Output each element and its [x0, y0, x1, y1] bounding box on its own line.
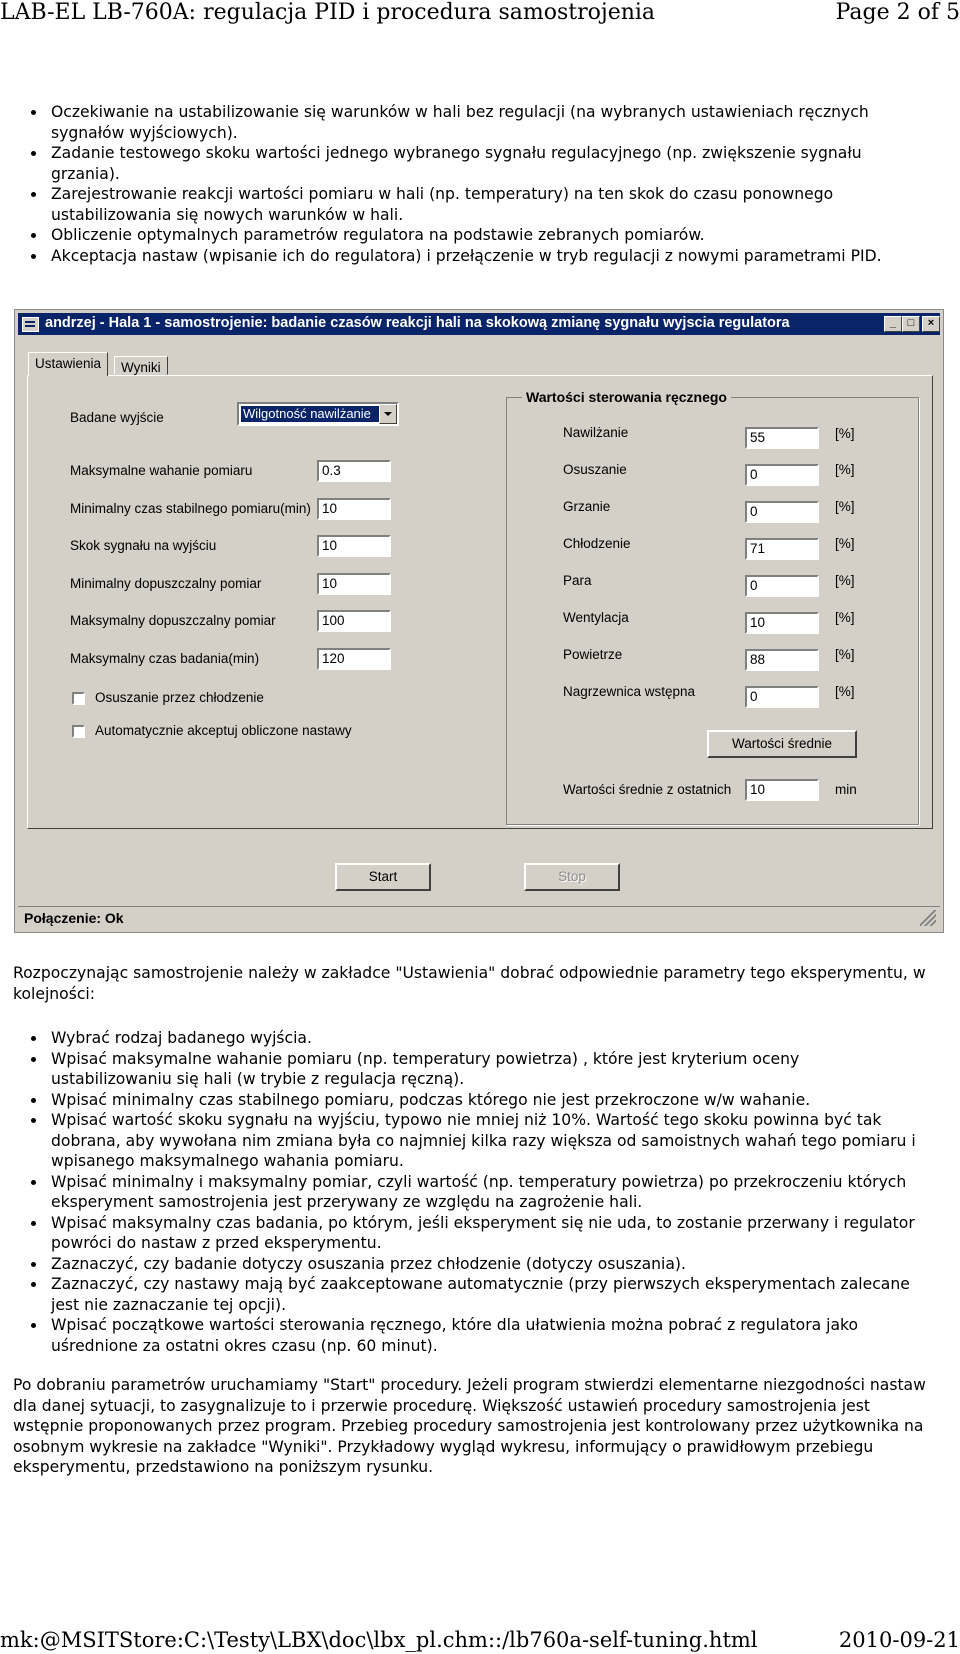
connection-status: Połączenie: Ok: [24, 910, 124, 926]
list-item: Zarejestrowanie reakcji wartości pomiaru w hali (np. temperatury) na ten skok do czasu ponownego ustabilizowania się nowych warunków w hali.: [0, 184, 921, 225]
tab-ustawienia[interactable]: Ustawienia: [28, 352, 108, 376]
min-czas-input[interactable]: 10: [317, 498, 391, 520]
minutes-unit: min: [835, 782, 857, 797]
unit-label: [%]: [835, 462, 855, 477]
unit-label: [%]: [835, 647, 855, 662]
chevron-down-icon[interactable]: [379, 404, 397, 424]
close-button[interactable]: ×: [922, 316, 940, 332]
field-label: Maksymalne wahanie pomiaru: [70, 463, 253, 478]
list-item: Wybrać rodzaj badanego wyjścia.: [0, 1028, 921, 1049]
window-titlebar[interactable]: [18, 313, 940, 335]
list-item: Wpisać maksymalne wahanie pomiaru (np. temperatury powietrza) , które jest kryterium oceny ustabilizowaniu się hali (w trybie z regulacja ręczną).: [0, 1049, 921, 1090]
grzanie-input[interactable]: 0: [745, 501, 819, 523]
list-item: Wpisać wartość skoku sygnału na wyjściu, typowo nie mniej niż 10%. Wartość tego skoku powinna być tak dobrana, aby wywołana nim zmiana była co najmniej kilka razy większa od samoistnych wahań tego pomiaru i wpisanego maksymalnego wahania pomiaru.: [0, 1110, 921, 1172]
checkbox-label: Osuszanie przez chłodzenie: [95, 690, 264, 705]
page-number: Page 2 of 5: [835, 0, 960, 25]
maximize-button[interactable]: □: [902, 316, 920, 332]
list-item: Wpisać minimalny czas stabilnego pomiaru, podczas którego nie jest przekroczone w/w wahanie.: [0, 1090, 921, 1111]
powietrze-input[interactable]: 88: [745, 649, 819, 671]
manual-label: Powietrze: [563, 647, 623, 662]
nagrzewnica-input[interactable]: 0: [745, 686, 819, 708]
list-item: Akceptacja nastaw (wpisanie ich do regulatora) i przełączenie w tryb regulacji z nowymi parametrami PID.: [0, 246, 921, 267]
badane-value: Wilgotność nawilżanie: [241, 406, 379, 422]
field-label: Maksymalny dopuszczalny pomiar: [70, 613, 276, 628]
paragraph-settings: Rozpoczynając samostrojenie należy w zakładce "Ustawienia" dobrać odpowiednie parametry tego eksperymentu, w kolejności:: [13, 964, 926, 1003]
field-label: Minimalny dopuszczalny pomiar: [70, 576, 262, 591]
unit-label: [%]: [835, 573, 855, 588]
field-label: Skok sygnału na wyjściu: [70, 538, 217, 553]
field-label: Maksymalny czas badania(min): [70, 651, 260, 666]
page-header-title: LAB-EL LB-760A: regulacja PID i procedura samostrojenia: [0, 0, 656, 25]
list-item: Wpisać maksymalny czas badania, po którym, jeśli eksperyment się nie uda, to zostanie przerwany i regulator powróci do nastaw z przed eksperymentu.: [0, 1213, 921, 1254]
osuszanie-input[interactable]: 0: [745, 464, 819, 486]
intro-list: [0, 102, 921, 266]
list-item: Zaznaczyć, czy badanie dotyczy osuszania przez chłodzenie (dotyczy osuszania).: [0, 1254, 921, 1275]
min-pomiar-input[interactable]: 10: [317, 573, 391, 595]
max-czas-input[interactable]: 120: [317, 648, 391, 670]
start-button[interactable]: Start: [335, 863, 431, 891]
auto-accept-checkbox[interactable]: [72, 725, 85, 738]
footer-date: 2010-09-21: [838, 1628, 960, 1652]
minimize-button[interactable]: _: [884, 316, 902, 332]
resize-grip-icon[interactable]: [920, 910, 936, 926]
list-item: Oczekiwanie na ustabilizowanie się warunków w hali bez regulacji (na wybranych ustawieniach ręcznych sygnałów wyjściowych).: [0, 102, 921, 143]
status-bar: [18, 906, 940, 929]
window-title: andrzej - Hala 1 - samostrojenie: badanie czasów reakcji hali na skokową zmianę sygnału wyjscia regulatora: [45, 315, 790, 331]
footer-path: mk:@MSITStore:C:\Testy\LBX\doc\lbx_pl.chm::/lb760a-self-tuning.html: [0, 1628, 758, 1652]
wentylacja-input[interactable]: 10: [745, 612, 819, 634]
manual-label: Grzanie: [563, 499, 611, 514]
max-pomiar-input[interactable]: 100: [317, 610, 391, 632]
skok-input[interactable]: 10: [317, 535, 391, 557]
page-header: [0, 0, 960, 28]
badane-select[interactable]: [237, 402, 399, 426]
manual-label: Para: [563, 573, 592, 588]
manual-label: Wentylacja: [563, 610, 629, 625]
list-item: Wpisać minimalny i maksymalny pomiar, czyli wartość (np. temperatury powietrza) po przekroczeniu których eksperyment samostrojenia jest przerywany ze względu na zagrożenie hali.: [0, 1172, 921, 1213]
stop-button[interactable]: Stop: [524, 863, 620, 891]
unit-label: [%]: [835, 536, 855, 551]
manual-label: Chłodzenie: [563, 536, 631, 551]
unit-label: [%]: [835, 499, 855, 514]
para-input[interactable]: 0: [745, 575, 819, 597]
list-item: Wpisać początkowe wartości sterowania ręcznego, które dla ułatwienia można pobrać z regulatora jako uśrednione za ostatni okres czasu (np. 60 minut).: [0, 1315, 921, 1356]
chlodzenie-input[interactable]: 71: [745, 538, 819, 560]
page-footer: [0, 1628, 960, 1654]
manual-label: Nawilżanie: [563, 425, 629, 440]
field-label: Minimalny czas stabilnego pomiaru(min): [70, 501, 311, 516]
tab-wyniki[interactable]: Wyniki: [114, 356, 168, 375]
unit-label: [%]: [835, 684, 855, 699]
self-tuning-window: [14, 309, 944, 933]
osuszanie-checkbox[interactable]: [72, 692, 85, 705]
unit-label: [%]: [835, 610, 855, 625]
manual-label: Nagrzewnica wstępna: [563, 684, 696, 699]
max-wahanie-input[interactable]: 0.3: [317, 460, 391, 482]
average-label: Wartości średnie z ostatnich: [563, 782, 732, 797]
average-minutes-input[interactable]: 10: [745, 779, 819, 801]
list-item: Obliczenie optymalnych parametrów regulatora na podstawie zebranych pomiarów.: [0, 225, 921, 246]
checkbox-label: Automatycznie akceptuj obliczone nastawy: [95, 723, 352, 738]
list-item: Zaznaczyć, czy nastawy mają być zaakceptowane automatycznie (przy pierwszych eksperymentach zalecane jest nie zaznaczanie tej opcji).: [0, 1274, 921, 1315]
paragraph-start: Po dobraniu parametrów uruchamiamy "Start" procedury. Jeżeli program stwierdzi elementarne niezgodności nastaw dla danej sytuacji, to zasygnalizuje to i przerwie procedurę. Większość ustawień procedury samostrojenia jest wstępnie proponowanych przez program. Przebieg procedury samostrojenia jest kontrolowany przez użytkownika na osobnym wykresie na zakładce "Wyniki". Przykładowy wygląd wykresu, informujący o prawidłowym przebiegu eksperymentu, przedstawiono na poniższym rysunku.: [13, 1376, 926, 1476]
unit-label: [%]: [835, 426, 855, 441]
app-icon: [22, 317, 39, 332]
manual-label: Osuszanie: [563, 462, 627, 477]
steps-list: [0, 1028, 921, 1356]
badane-label: Badane wyjście: [70, 410, 164, 425]
list-item: Zadanie testowego skoku wartości jednego wybranego sygnału regulacyjnego (np. zwiększenie sygnału grzania).: [0, 143, 921, 184]
average-values-button[interactable]: Wartości średnie: [707, 730, 857, 758]
group-title: Wartości sterowania ręcznego: [522, 389, 731, 405]
nawilzanie-input[interactable]: 55: [745, 427, 819, 449]
